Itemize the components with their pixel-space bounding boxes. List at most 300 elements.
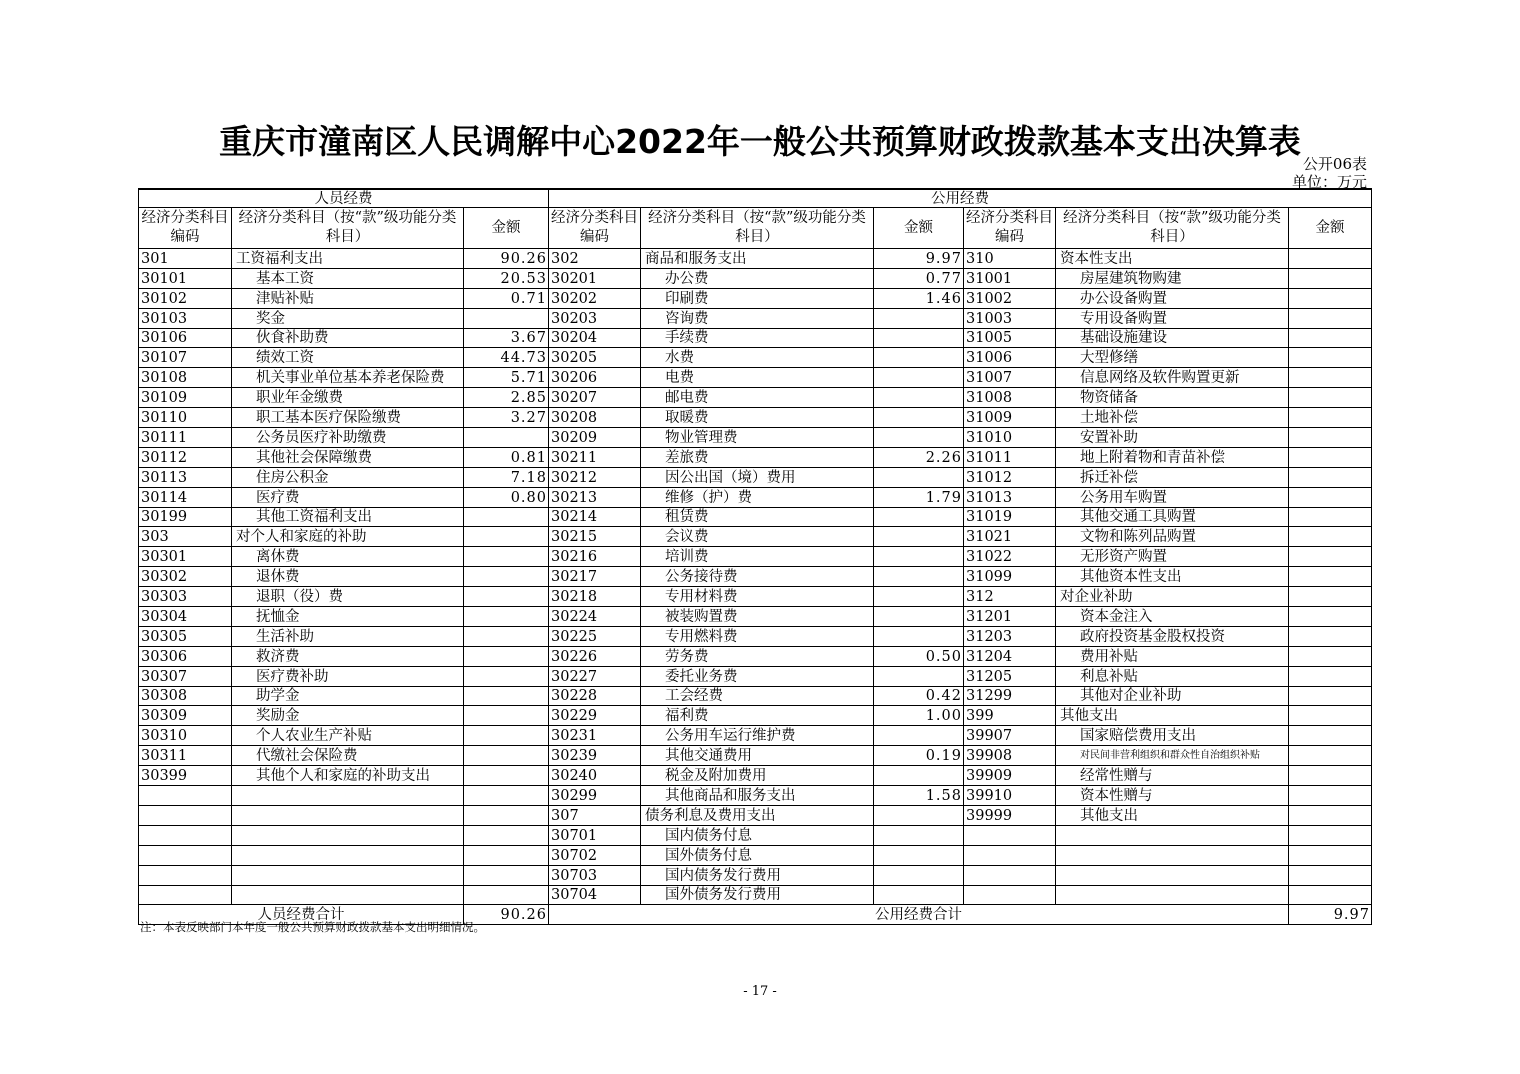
item-name: 职工基本医疗保险缴费 [232, 408, 464, 428]
item-code [964, 845, 1056, 865]
column-header-row [139, 208, 1372, 249]
item-name: 劳务费 [641, 646, 874, 666]
item-amount [464, 805, 549, 825]
group-header-row [139, 189, 1372, 208]
item-code: 30214 [549, 507, 641, 527]
item-code [139, 786, 232, 806]
item-code: 30108 [139, 368, 232, 388]
item-code [139, 885, 232, 905]
item-code: 30212 [549, 467, 641, 487]
item-amount [874, 388, 964, 408]
item-name: 无形资产购置 [1056, 547, 1289, 567]
item-code: 30299 [549, 786, 641, 806]
item-name [232, 885, 464, 905]
item-code: 30703 [549, 865, 641, 885]
table-row [139, 626, 1372, 646]
item-amount [874, 865, 964, 885]
item-amount [464, 507, 549, 527]
item-code: 39907 [964, 726, 1056, 746]
item-amount: 9.97 [874, 249, 964, 269]
item-code: 39908 [964, 746, 1056, 766]
item-code: 31012 [964, 467, 1056, 487]
table-row [139, 487, 1372, 507]
item-code: 30311 [139, 746, 232, 766]
item-amount [464, 666, 549, 686]
item-name: 资本金注入 [1056, 607, 1289, 627]
item-code: 31007 [964, 368, 1056, 388]
item-name: 津贴补贴 [232, 288, 464, 308]
item-amount: 0.80 [464, 487, 549, 507]
item-amount [464, 885, 549, 905]
item-amount: 2.26 [874, 447, 964, 467]
item-amount [464, 626, 549, 646]
col-amount-header: 金额 [1289, 208, 1372, 249]
item-code: 30701 [549, 825, 641, 845]
item-code: 30211 [549, 447, 641, 467]
item-amount [464, 587, 549, 607]
item-name: 咨询费 [641, 308, 874, 328]
item-code [139, 845, 232, 865]
item-name: 国外债务付息 [641, 845, 874, 865]
item-name: 安置补助 [1056, 428, 1289, 448]
item-name [1056, 825, 1289, 845]
page-number: - 17 - [743, 984, 777, 999]
item-code: 39910 [964, 786, 1056, 806]
item-amount [464, 706, 549, 726]
item-code [139, 865, 232, 885]
item-code: 30113 [139, 467, 232, 487]
item-code: 302 [549, 249, 641, 269]
item-code: 31019 [964, 507, 1056, 527]
item-amount [874, 308, 964, 328]
item-amount [1289, 805, 1372, 825]
item-name: 国内债务付息 [641, 825, 874, 845]
item-name: 国外债务发行费用 [641, 885, 874, 905]
item-code: 30114 [139, 487, 232, 507]
item-name: 利息补贴 [1056, 666, 1289, 686]
col-name-header: 经济分类科目（按“款”级功能分类科目） [641, 208, 874, 249]
item-amount: 20.53 [464, 268, 549, 288]
item-name: 抚恤金 [232, 607, 464, 627]
item-amount [874, 467, 964, 487]
item-amount: 3.27 [464, 408, 549, 428]
item-name: 公务员医疗补助缴费 [232, 428, 464, 448]
table-row [139, 547, 1372, 567]
item-name: 伙食补助费 [232, 328, 464, 348]
item-name: 基本工资 [232, 268, 464, 288]
item-code: 30227 [549, 666, 641, 686]
item-amount [1289, 825, 1372, 845]
item-code: 303 [139, 527, 232, 547]
item-code: 31001 [964, 268, 1056, 288]
item-amount [464, 547, 549, 567]
item-code: 30239 [549, 746, 641, 766]
item-amount [1289, 746, 1372, 766]
item-name [232, 805, 464, 825]
item-name: 办公设备购置 [1056, 288, 1289, 308]
col-name-header: 经济分类科目（按“款”级功能分类科目） [232, 208, 464, 249]
item-name: 对民间非营利组织和群众性自治组织补贴 [1056, 746, 1289, 766]
table-row [139, 268, 1372, 288]
item-amount [1289, 786, 1372, 806]
item-name: 债务利息及费用支出 [641, 805, 874, 825]
item-amount [1289, 567, 1372, 587]
item-amount [874, 825, 964, 845]
item-name: 培训费 [641, 547, 874, 567]
item-name: 专用材料费 [641, 587, 874, 607]
item-name: 公务用车购置 [1056, 487, 1289, 507]
item-amount [874, 408, 964, 428]
item-code: 30226 [549, 646, 641, 666]
item-amount [1289, 308, 1372, 328]
item-amount [464, 686, 549, 706]
item-name: 福利费 [641, 706, 874, 726]
item-amount [874, 805, 964, 825]
item-name: 手续费 [641, 328, 874, 348]
item-name: 资本性赠与 [1056, 786, 1289, 806]
item-amount [464, 845, 549, 865]
item-code: 39909 [964, 766, 1056, 786]
item-code: 30209 [549, 428, 641, 448]
item-code: 31003 [964, 308, 1056, 328]
table-row [139, 786, 1372, 806]
col-code-header: 经济分类科目编码 [964, 208, 1056, 249]
item-amount [464, 607, 549, 627]
item-amount: 1.00 [874, 706, 964, 726]
item-name: 奖金 [232, 308, 464, 328]
item-code: 30103 [139, 308, 232, 328]
item-amount [464, 527, 549, 547]
item-name: 商品和服务支出 [641, 249, 874, 269]
table-row [139, 388, 1372, 408]
item-amount [874, 527, 964, 547]
item-name: 职业年金缴费 [232, 388, 464, 408]
table-code: 公开06表 [1302, 155, 1367, 173]
item-name [1056, 845, 1289, 865]
item-name: 国内债务发行费用 [641, 865, 874, 885]
item-code: 30111 [139, 428, 232, 448]
item-name: 因公出国（境）费用 [641, 467, 874, 487]
item-amount [464, 308, 549, 328]
item-code: 30309 [139, 706, 232, 726]
item-name: 公务用车运行维护费 [641, 726, 874, 746]
item-amount: 7.18 [464, 467, 549, 487]
item-code: 31013 [964, 487, 1056, 507]
item-name [1056, 885, 1289, 905]
item-code: 30112 [139, 447, 232, 467]
item-name: 公务接待费 [641, 567, 874, 587]
item-name: 救济费 [232, 646, 464, 666]
table-row [139, 348, 1372, 368]
item-name: 其他工资福利支出 [232, 507, 464, 527]
item-amount: 1.79 [874, 487, 964, 507]
table-row [139, 805, 1372, 825]
item-code: 30204 [549, 328, 641, 348]
item-name: 费用补贴 [1056, 646, 1289, 666]
item-code: 30229 [549, 706, 641, 726]
table-row [139, 368, 1372, 388]
col-amount-header: 金额 [464, 208, 549, 249]
item-amount [464, 726, 549, 746]
item-amount [874, 368, 964, 388]
col-code-header: 经济分类科目编码 [139, 208, 232, 249]
item-name: 取暖费 [641, 408, 874, 428]
item-name: 退职（役）费 [232, 587, 464, 607]
item-amount [874, 547, 964, 567]
table-row [139, 328, 1372, 348]
item-name: 机关事业单位基本养老保险费 [232, 368, 464, 388]
table-row [139, 467, 1372, 487]
item-amount [874, 567, 964, 587]
item-name: 经常性赠与 [1056, 766, 1289, 786]
item-amount [1289, 686, 1372, 706]
item-name: 印刷费 [641, 288, 874, 308]
item-code: 30101 [139, 268, 232, 288]
table-row [139, 249, 1372, 269]
item-name: 其他资本性支出 [1056, 567, 1289, 587]
item-amount [874, 428, 964, 448]
item-code: 30208 [549, 408, 641, 428]
item-amount [1289, 507, 1372, 527]
item-name: 对企业补助 [1056, 587, 1289, 607]
item-code: 31006 [964, 348, 1056, 368]
item-amount [1289, 408, 1372, 428]
item-name [232, 865, 464, 885]
item-amount [1289, 447, 1372, 467]
item-amount: 90.26 [464, 249, 549, 269]
item-amount: 0.81 [464, 447, 549, 467]
personnel-header: 人员经费 [139, 189, 549, 208]
item-code: 30305 [139, 626, 232, 646]
item-amount [464, 646, 549, 666]
item-amount: 0.71 [464, 288, 549, 308]
item-code: 30201 [549, 268, 641, 288]
item-name: 其他支出 [1056, 805, 1289, 825]
item-amount [1289, 268, 1372, 288]
item-name: 大型修缮 [1056, 348, 1289, 368]
public-total-label: 公用经费合计 [549, 905, 1289, 925]
page-title: 重庆市潼南区人民调解中心2022年一般公共预算财政拨款基本支出决算表 [219, 122, 1301, 161]
item-code [139, 805, 232, 825]
item-code: 31204 [964, 646, 1056, 666]
item-code: 31205 [964, 666, 1056, 686]
table-row [139, 686, 1372, 706]
item-amount [1289, 766, 1372, 786]
item-code: 30224 [549, 607, 641, 627]
item-name: 土地补偿 [1056, 408, 1289, 428]
item-code: 30228 [549, 686, 641, 706]
item-name: 物业管理费 [641, 428, 874, 448]
item-amount: 0.50 [874, 646, 964, 666]
table-row [139, 825, 1372, 845]
item-amount [1289, 328, 1372, 348]
item-code: 30302 [139, 567, 232, 587]
item-amount [1289, 646, 1372, 666]
item-name: 税金及附加费用 [641, 766, 874, 786]
footnote: 注：本表反映部门本年度一般公共预算财政拨款基本支出明细情况。 [140, 920, 485, 934]
item-name: 政府投资基金股权投资 [1056, 626, 1289, 646]
personnel-total-amount: 90.26 [464, 905, 549, 925]
item-amount [1289, 626, 1372, 646]
item-code: 31010 [964, 428, 1056, 448]
item-name: 医疗费 [232, 487, 464, 507]
item-code: 30102 [139, 288, 232, 308]
item-code: 39999 [964, 805, 1056, 825]
item-amount: 44.73 [464, 348, 549, 368]
item-code: 30307 [139, 666, 232, 686]
item-amount [464, 786, 549, 806]
table-row [139, 447, 1372, 467]
item-name: 其他交通费用 [641, 746, 874, 766]
table-row [139, 587, 1372, 607]
item-code: 30218 [549, 587, 641, 607]
item-code: 31022 [964, 547, 1056, 567]
item-name: 对个人和家庭的补助 [232, 527, 464, 547]
item-code: 307 [549, 805, 641, 825]
item-code: 30240 [549, 766, 641, 786]
item-name: 专用设备购置 [1056, 308, 1289, 328]
item-amount [1289, 348, 1372, 368]
table-row [139, 527, 1372, 547]
item-amount [464, 567, 549, 587]
item-code: 30215 [549, 527, 641, 547]
table-row [139, 428, 1372, 448]
item-code: 30304 [139, 607, 232, 627]
table-row [139, 845, 1372, 865]
item-code: 31021 [964, 527, 1056, 547]
item-name: 办公费 [641, 268, 874, 288]
item-amount [1289, 547, 1372, 567]
item-name: 邮电费 [641, 388, 874, 408]
unit-label: 单位：万元 [1291, 173, 1367, 191]
item-name: 拆迁补偿 [1056, 467, 1289, 487]
item-code: 30310 [139, 726, 232, 746]
item-name: 文物和陈列品购置 [1056, 527, 1289, 547]
col-name-header: 经济分类科目（按“款”级功能分类科目） [1056, 208, 1289, 249]
item-name: 工资福利支出 [232, 249, 464, 269]
item-code: 31005 [964, 328, 1056, 348]
table-row [139, 408, 1372, 428]
item-amount [1289, 388, 1372, 408]
item-code: 30308 [139, 686, 232, 706]
item-amount: 0.77 [874, 268, 964, 288]
item-code: 30702 [549, 845, 641, 865]
item-code: 30205 [549, 348, 641, 368]
item-name: 绩效工资 [232, 348, 464, 368]
item-code [139, 825, 232, 845]
item-name: 代缴社会保险费 [232, 746, 464, 766]
item-name: 住房公积金 [232, 467, 464, 487]
item-name: 国家赔偿费用支出 [1056, 726, 1289, 746]
item-code: 30231 [549, 726, 641, 746]
table-row [139, 308, 1372, 328]
item-name: 会议费 [641, 527, 874, 547]
item-name: 物资储备 [1056, 388, 1289, 408]
item-amount [1289, 487, 1372, 507]
item-code: 30110 [139, 408, 232, 428]
item-amount [1289, 845, 1372, 865]
item-name: 水费 [641, 348, 874, 368]
item-name: 助学金 [232, 686, 464, 706]
item-code: 30225 [549, 626, 641, 646]
table-row [139, 507, 1372, 527]
item-amount [1289, 885, 1372, 905]
item-amount [874, 348, 964, 368]
item-code: 31201 [964, 607, 1056, 627]
item-name: 其他交通工具购置 [1056, 507, 1289, 527]
table-row [139, 607, 1372, 627]
item-code: 301 [139, 249, 232, 269]
item-name: 工会经费 [641, 686, 874, 706]
item-amount [464, 865, 549, 885]
item-code: 31002 [964, 288, 1056, 308]
item-name: 个人农业生产补贴 [232, 726, 464, 746]
item-code: 30106 [139, 328, 232, 348]
item-name: 地上附着物和青苗补偿 [1056, 447, 1289, 467]
item-amount [1289, 428, 1372, 448]
item-name: 其他对企业补助 [1056, 686, 1289, 706]
item-code: 31009 [964, 408, 1056, 428]
item-amount: 2.85 [464, 388, 549, 408]
item-code: 30303 [139, 587, 232, 607]
table-row [139, 666, 1372, 686]
item-name: 差旅费 [641, 447, 874, 467]
item-amount [1289, 865, 1372, 885]
item-code: 31203 [964, 626, 1056, 646]
item-code: 30203 [549, 308, 641, 328]
item-amount [874, 766, 964, 786]
item-name: 其他商品和服务支出 [641, 786, 874, 806]
item-name: 其他社会保障缴费 [232, 447, 464, 467]
item-name: 医疗费补助 [232, 666, 464, 686]
item-amount [1289, 726, 1372, 746]
item-code: 31099 [964, 567, 1056, 587]
item-code: 30202 [549, 288, 641, 308]
item-amount [1289, 368, 1372, 388]
table-row [139, 706, 1372, 726]
item-amount [1289, 467, 1372, 487]
item-name: 退休费 [232, 567, 464, 587]
item-code: 31008 [964, 388, 1056, 408]
item-name: 委托业务费 [641, 666, 874, 686]
item-name: 被装购置费 [641, 607, 874, 627]
item-amount [874, 666, 964, 686]
item-amount [874, 885, 964, 905]
public-total-amount: 9.97 [1289, 905, 1372, 925]
item-amount [1289, 607, 1372, 627]
table-row [139, 766, 1372, 786]
table-row [139, 865, 1372, 885]
item-code: 30107 [139, 348, 232, 368]
item-amount [464, 428, 549, 448]
item-amount [464, 766, 549, 786]
item-code: 30199 [139, 507, 232, 527]
item-amount [1289, 666, 1372, 686]
item-code: 310 [964, 249, 1056, 269]
item-code: 31299 [964, 686, 1056, 706]
item-code: 312 [964, 587, 1056, 607]
item-name [232, 825, 464, 845]
item-name: 资本性支出 [1056, 249, 1289, 269]
item-name: 租赁费 [641, 507, 874, 527]
item-name: 专用燃料费 [641, 626, 874, 646]
public-header: 公用经费 [549, 189, 1372, 208]
table-row [139, 885, 1372, 905]
item-code: 30206 [549, 368, 641, 388]
item-amount [1289, 527, 1372, 547]
item-name: 电费 [641, 368, 874, 388]
col-amount-header: 金额 [874, 208, 964, 249]
